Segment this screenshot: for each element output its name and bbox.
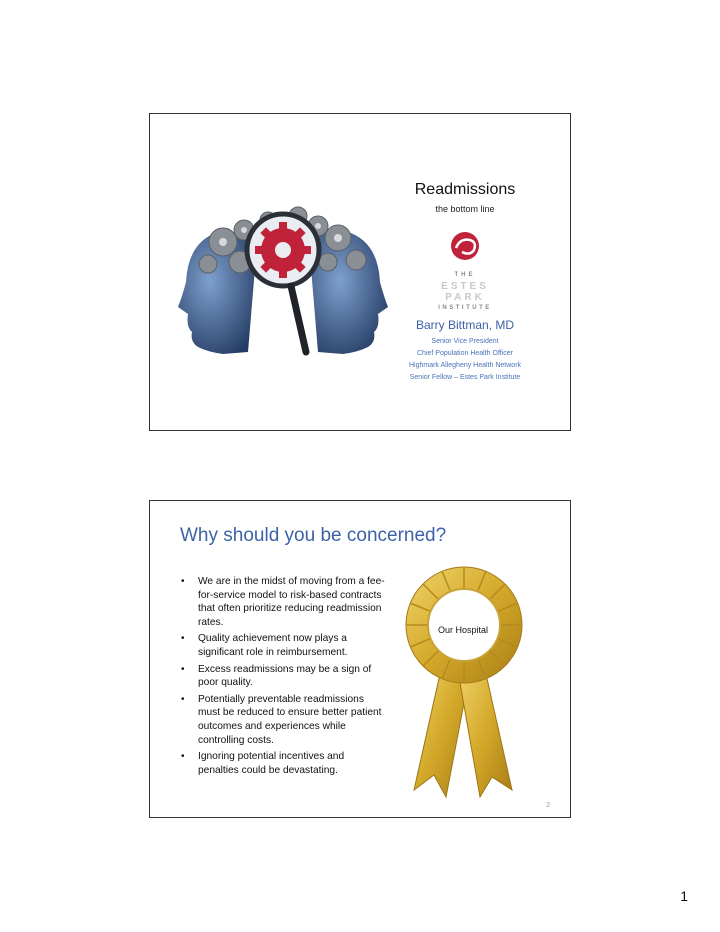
presenter-name: Barry Bittman, MD <box>415 318 514 332</box>
award-ribbon-image <box>394 565 534 800</box>
logo-park-text: PARK <box>445 292 485 303</box>
heads-gears-magnifier-illustration <box>178 202 388 402</box>
slide-2 <box>149 500 571 818</box>
role-line: Senior Vice President <box>431 338 499 345</box>
document-page-number: 1 <box>680 888 688 904</box>
slide-1-subtitle: the bottom line <box>435 204 495 214</box>
logo-wordmark <box>410 270 520 314</box>
bullet-item: • Potentially preventable readmissions must be reduced to ensure better patient outcomes and experiences while controlling costs. <box>176 693 386 747</box>
role-line: Chief Population Health Officer <box>417 350 513 357</box>
logo-the-text: THE <box>454 272 476 278</box>
slide-page-number: 2 <box>546 802 550 809</box>
bullet-item: • Ignoring potential incentives and penalties could be devastating. <box>176 750 386 777</box>
bullet-list <box>176 575 386 780</box>
logo-institute-text: INSTITUTE <box>438 305 492 311</box>
presenter-roles <box>370 336 560 384</box>
bullet-item: • Quality achievement now plays a significant role in reimbursement. <box>176 632 386 659</box>
slide-2-title: Why should you be concerned? <box>180 525 447 546</box>
slide-1 <box>149 113 571 431</box>
logo-estes-text: ESTES <box>441 281 489 292</box>
role-line: Senior Fellow – Estes Park Institute <box>409 374 521 381</box>
bullet-item: • We are in the midst of moving from a fee-for-service model to risk-based contracts that often prioritize reducing readmission rates. <box>176 575 386 629</box>
role-line: Highmark Allegheny Health Network <box>408 362 522 369</box>
ribbon-label: Our Hospital <box>437 625 489 635</box>
slide-1-title: Readmissions <box>414 181 516 198</box>
bullet-item: • Excess readmissions may be a sign of poor quality. <box>176 663 386 690</box>
